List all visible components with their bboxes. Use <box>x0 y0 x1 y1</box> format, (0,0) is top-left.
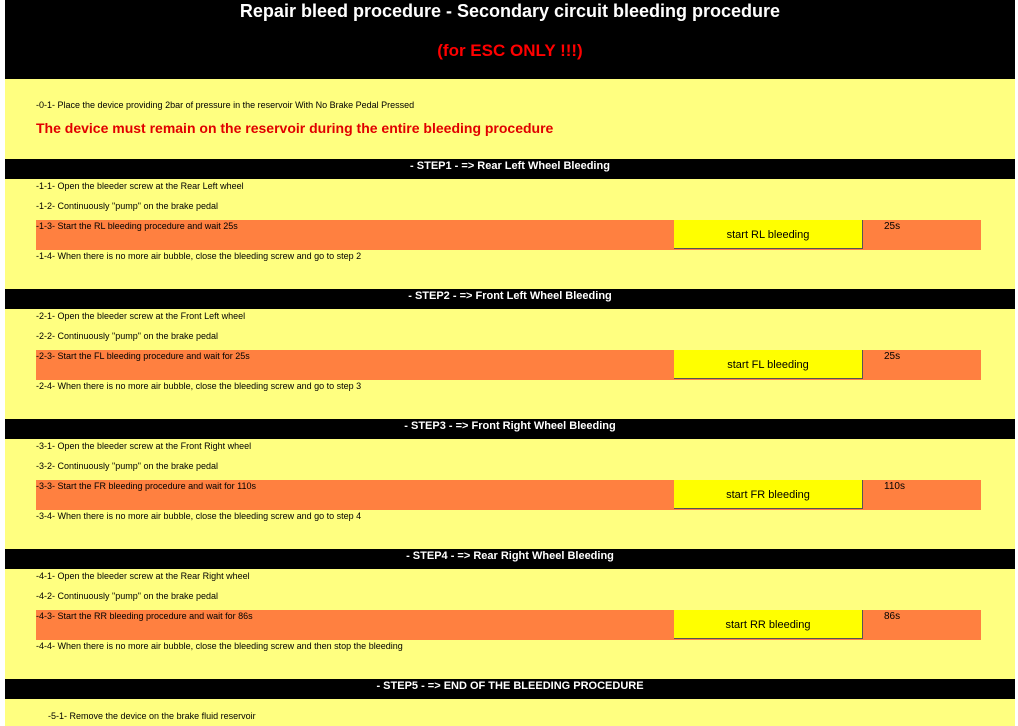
step1-line2: -1-2- Continuously "pump" on the brake pedal <box>36 201 218 211</box>
procedure-panel <box>5 0 1015 726</box>
step4-line1: -4-1- Open the bleeder screw at the Rear Right wheel <box>36 571 250 581</box>
step1-line1: -1-1- Open the bleeder screw at the Rear Left wheel <box>36 181 244 191</box>
step4-header: - STEP4 - => Rear Right Wheel Bleeding <box>5 549 1015 569</box>
step1-timer: 25s <box>884 221 901 232</box>
step2-line1: -2-1- Open the bleeder screw at the Front Left wheel <box>36 311 246 321</box>
step2-action-row <box>36 350 981 380</box>
step3-header: - STEP3 - => Front Right Wheel Bleeding <box>5 419 1015 439</box>
page-title: Repair bleed procedure - Secondary circuit bleeding procedure <box>239 1 781 21</box>
header-bar <box>5 0 1015 79</box>
start-fr-bleeding-button[interactable]: start FR bleeding <box>674 480 863 509</box>
step2-action-text: -2-3- Start the FL bleeding procedure and wait for 25s <box>36 351 250 361</box>
step1-line4: -1-4- When there is no more air bubble, close the bleeding screw and go to step 2 <box>36 251 362 261</box>
start-fl-bleeding-button[interactable]: start FL bleeding <box>674 350 863 379</box>
warning-text: The device must remain on the reservoir during the entire bleeding procedure <box>36 120 554 136</box>
step3-line1: -3-1- Open the bleeder screw at the Front Right wheel <box>36 441 252 451</box>
step5-header: - STEP5 - => END OF THE BLEEDING PROCEDURE <box>5 679 1015 699</box>
step5-line1: -5-1- Remove the device on the brake fluid reservoir <box>48 711 256 721</box>
intro-instruction: -0-1- Place the device providing 2bar of pressure in the reservoir With No Brake Pedal Pressed <box>36 100 415 110</box>
step2-timer: 25s <box>884 351 901 362</box>
start-rr-bleeding-button[interactable]: start RR bleeding <box>674 610 863 639</box>
step2-line4: -2-4- When there is no more air bubble, close the bleeding screw and go to step 3 <box>36 381 362 391</box>
start-rl-bleeding-button[interactable]: start RL bleeding <box>674 220 863 249</box>
step4-line2: -4-2- Continuously "pump" on the brake pedal <box>36 591 218 601</box>
step3-timer: 110s <box>884 481 905 492</box>
step3-action-text: -3-3- Start the FR bleeding procedure and wait for 110s <box>36 481 256 491</box>
step1-action-row <box>36 220 981 250</box>
step1-header: - STEP1 - => Rear Left Wheel Bleeding <box>5 159 1015 179</box>
step4-timer: 86s <box>884 611 901 622</box>
step2-header: - STEP2 - => Front Left Wheel Bleeding <box>5 289 1015 309</box>
page-subtitle: (for ESC ONLY !!!) <box>437 41 583 60</box>
step1-action-text: -1-3- Start the RL bleeding procedure and wait 25s <box>36 221 238 231</box>
step4-action-row <box>36 610 981 640</box>
step2-line2: -2-2- Continuously "pump" on the brake pedal <box>36 331 218 341</box>
step4-action-text: -4-3- Start the RR bleeding procedure and wait for 86s <box>36 611 253 621</box>
step3-line4: -3-4- When there is no more air bubble, close the bleeding screw and go to step 4 <box>36 511 362 521</box>
step3-action-row <box>36 480 981 510</box>
step4-line4: -4-4- When there is no more air bubble, close the bleeding screw and then stop the bleeding <box>36 641 403 651</box>
step3-line2: -3-2- Continuously "pump" on the brake pedal <box>36 461 218 471</box>
